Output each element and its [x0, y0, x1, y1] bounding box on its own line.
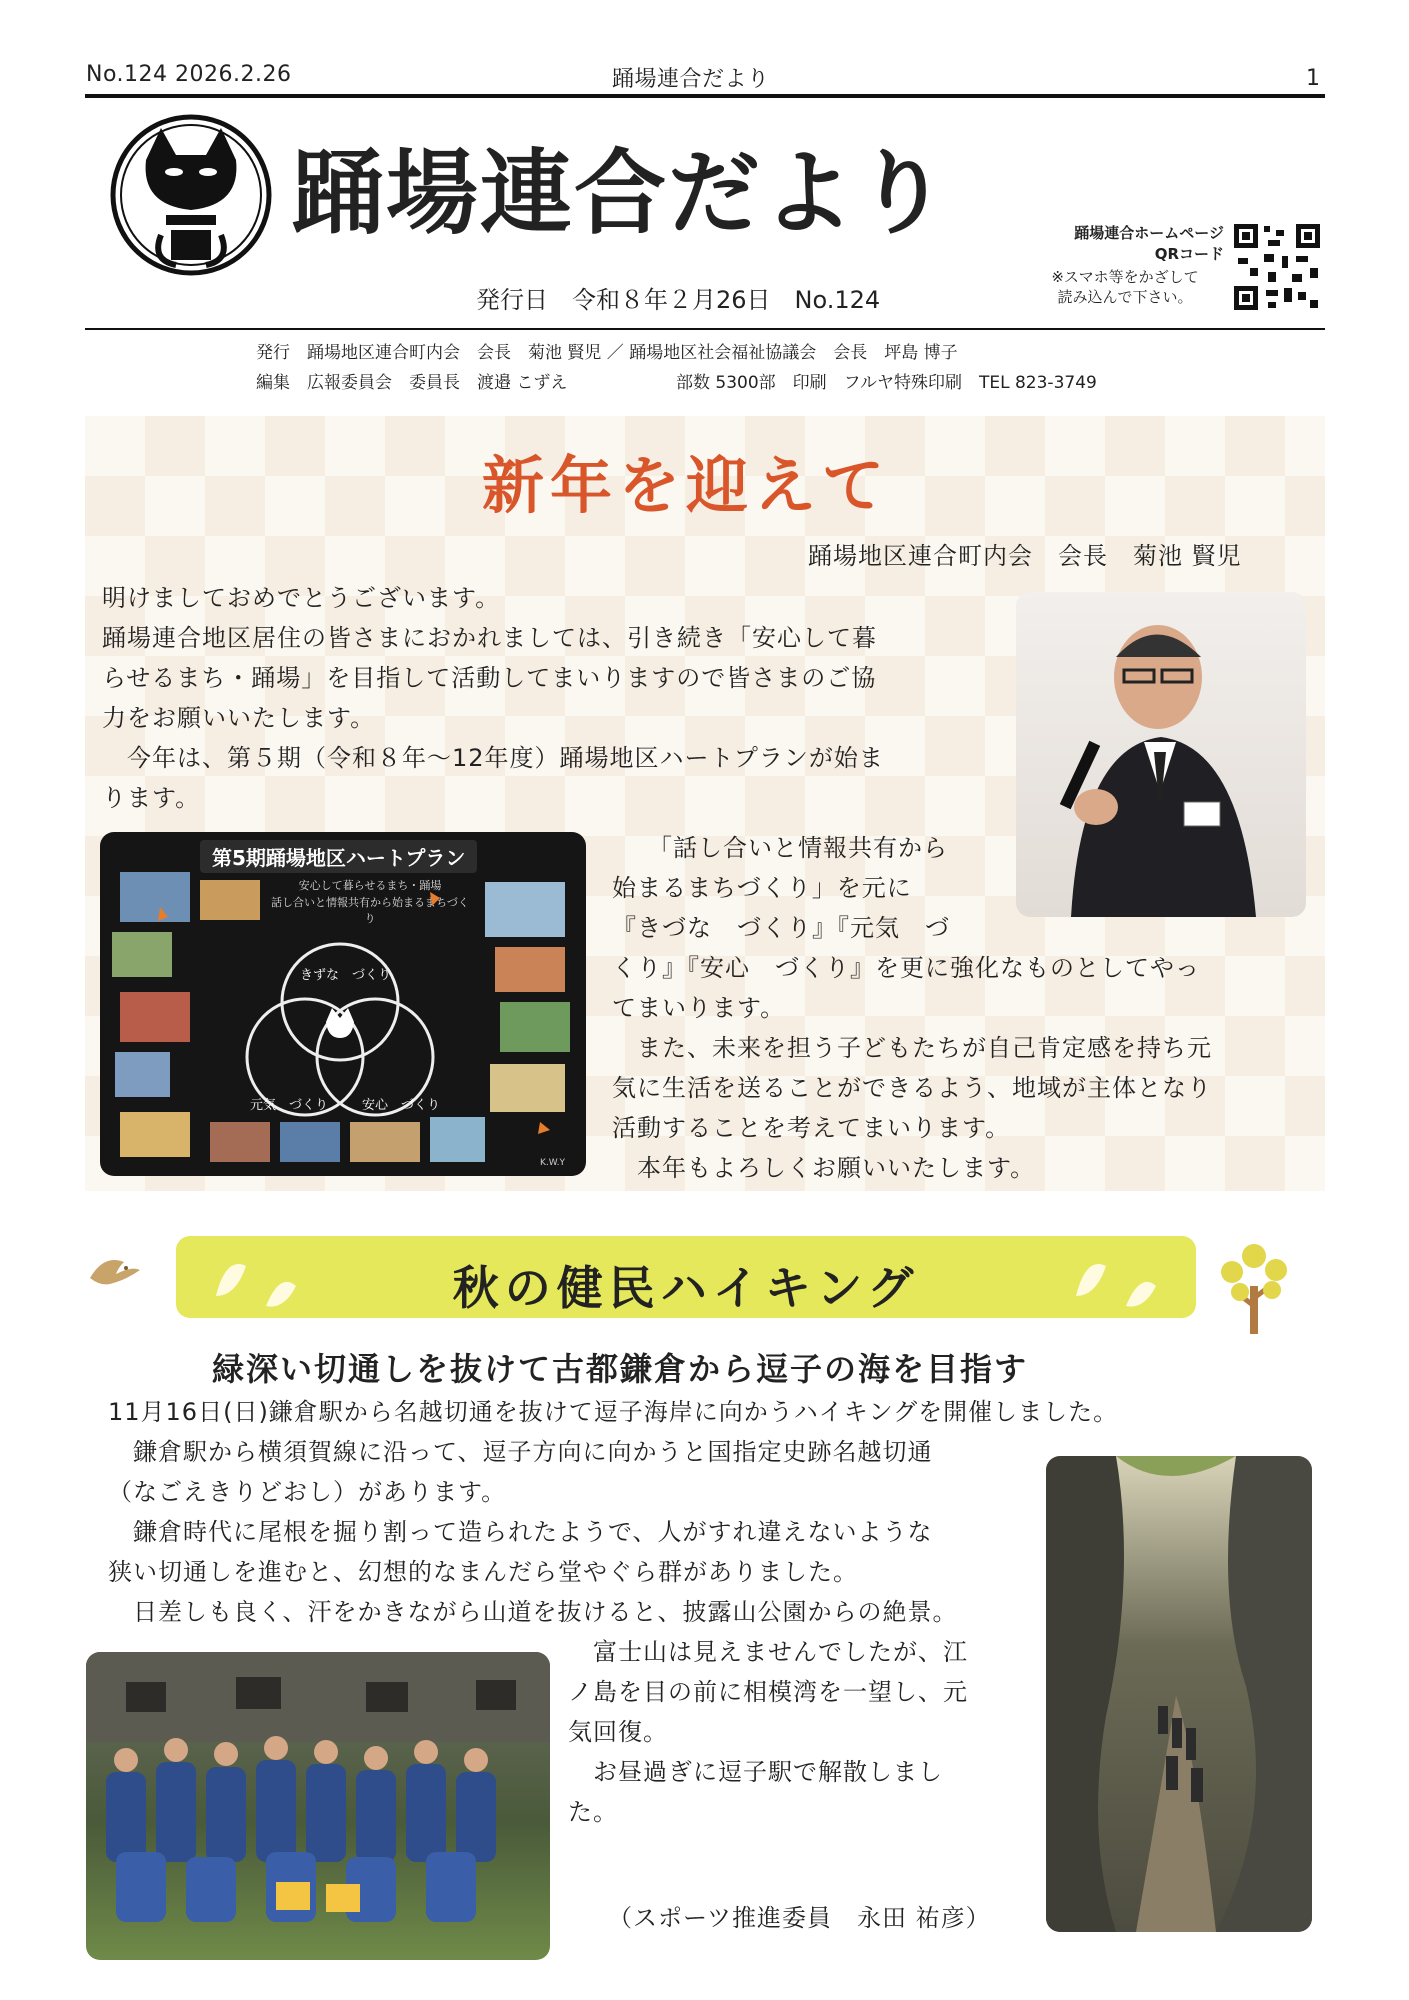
homepage-label — [1036, 222, 1224, 264]
masthead-title: 踊場連合だより — [292, 140, 951, 247]
publisher-line2-right: 部数 5300部 印刷 フルヤ特殊印刷 TEL 823-3749 — [676, 373, 1097, 393]
publisher-line1: 発行 踊場地区連合町内会 会長 菊池 賢児 ／ 踊場地区社会福祉協議会 会長 坪島 博子 — [256, 343, 958, 363]
article1-line: 『きづな づくり』『元気 づ — [612, 914, 950, 942]
article2-line: お昼過ぎに逗子駅で解散しまし — [568, 1758, 943, 1786]
article2-line: 狭い切通しを進むと、幻想的なまんだら堂やぐら群がありました。 — [108, 1558, 858, 1586]
article2-line: （なごえきりどおし）があります。 — [108, 1478, 507, 1506]
article2-author: （スポーツ推進委員 永田 祐彦） — [608, 1904, 991, 1932]
issue-date: No.124 2026.2.26 — [86, 62, 292, 87]
article1-author: 踊場地区連合町内会 会長 菊池 賢児 — [808, 542, 1242, 570]
article1-line: 踊場連合地区居住の皆さまにおかれましては、引き続き「安心して暮 — [102, 624, 877, 652]
article2-line: 鎌倉駅から横須賀線に沿って、逗子方向に向かうと国指定史跡名越切通 — [108, 1438, 933, 1466]
article1-line: くり』『安心 づくり』を更に強化なものとしてやっ — [612, 954, 1200, 982]
article1-line: らせるまち・踊場」を目指して活動してまいりますので皆さまのご協 — [102, 664, 877, 692]
article1-line: 力をお願いいたします。 — [102, 704, 376, 732]
article1-line: ります。 — [102, 784, 201, 812]
board-credit: K.W.Y — [540, 1158, 565, 1168]
board-subtitle-line1: 安心して暮らせるまち・踊場 — [298, 879, 442, 892]
board-circle-genki: 元気 づくり — [250, 1098, 329, 1113]
board-circle-anshin: 安心 づくり — [362, 1098, 441, 1113]
article1-line: 「話し合いと情報共有から — [648, 834, 948, 862]
homepage-label-line2: QRコード — [1154, 245, 1224, 263]
article2-line: 日差しも良く、汗をかきながら山道を抜けると、披露山公園からの絶景。 — [108, 1598, 958, 1626]
publisher-line2-left: 編集 広報委員会 委員長 渡邉 こずえ — [256, 373, 568, 393]
heart-plan-board-photo — [100, 832, 586, 1176]
page-number: 1 — [1306, 66, 1321, 91]
article1-line: 始まるまちづくり」を元に — [612, 874, 912, 902]
article1-line: 活動することを考えてまいります。 — [612, 1114, 1011, 1142]
article2-title: 秋の健民ハイキング — [452, 1261, 920, 1315]
board-subtitle-line2: 話し合いと情報共有から始まるまちづくり — [271, 895, 469, 925]
homepage-label-line1: 踊場連合ホームページ — [1074, 224, 1224, 242]
article2-line: 鎌倉時代に尾根を掘り割って造られたようで、人がすれ違えないような — [108, 1518, 933, 1546]
article1-line: 気に生活を送ることができるよう、地域が主体となり — [612, 1074, 1212, 1102]
article1-line: また、未来を担う子どもたちが自己肯定感を持ち元 — [612, 1034, 1212, 1062]
header-center-title: 踊場連合だより — [612, 67, 770, 92]
article2-subtitle: 緑深い切通しを抜けて古都鎌倉から逗子の海を目指す — [212, 1350, 1029, 1388]
qr-note-line2: 読み込んで下さい。 — [1057, 287, 1193, 306]
article1-line: 今年は、第５期（令和８年～12年度）踊場地区ハートプランが始ま — [102, 744, 884, 772]
board-circle-kizuna: きずな づくり — [300, 968, 392, 983]
article1-line: てまいります。 — [612, 994, 786, 1022]
issue-line: 発行日 令和８年２月26日 No.124 — [476, 286, 881, 314]
cat-station-logo — [106, 110, 276, 280]
nagoe-kiridoshi-photo — [1046, 1456, 1312, 1932]
article1-line: 明けましておめでとうございます。 — [102, 584, 501, 612]
article1-line: 本年もよろしくお願いいたします。 — [612, 1154, 1036, 1182]
tree-icon — [1214, 1236, 1294, 1336]
hiking-group-photo — [86, 1652, 550, 1960]
article2-line: た。 — [568, 1798, 618, 1826]
header-rule — [85, 94, 1325, 98]
article2-text-right — [568, 1632, 1038, 1832]
article1-title: 新年を迎えて — [482, 449, 891, 522]
chairman-photo — [1016, 592, 1306, 917]
article1-text-top — [102, 578, 1002, 818]
board-title: 第5期踊場地区ハートプラン — [200, 840, 477, 873]
article2-line: 気回復。 — [568, 1718, 668, 1746]
article2-line: ノ島を目の前に相模湾を一望し、元 — [568, 1678, 968, 1706]
board-collage — [100, 832, 586, 1176]
article2-line: 11月16日(日)鎌倉駅から名越切通を抜けて逗子海岸に向かうハイキングを開催しました。 — [108, 1398, 1119, 1426]
bird-icon — [86, 1248, 142, 1304]
qr-code-icon[interactable] — [1232, 222, 1322, 312]
qr-note-line1: ※スマホ等をかざして — [1051, 268, 1199, 286]
article2-line: 富士山は見えませんでしたが、江 — [568, 1638, 968, 1666]
masthead-rule — [85, 328, 1325, 330]
qr-note — [1020, 268, 1230, 307]
